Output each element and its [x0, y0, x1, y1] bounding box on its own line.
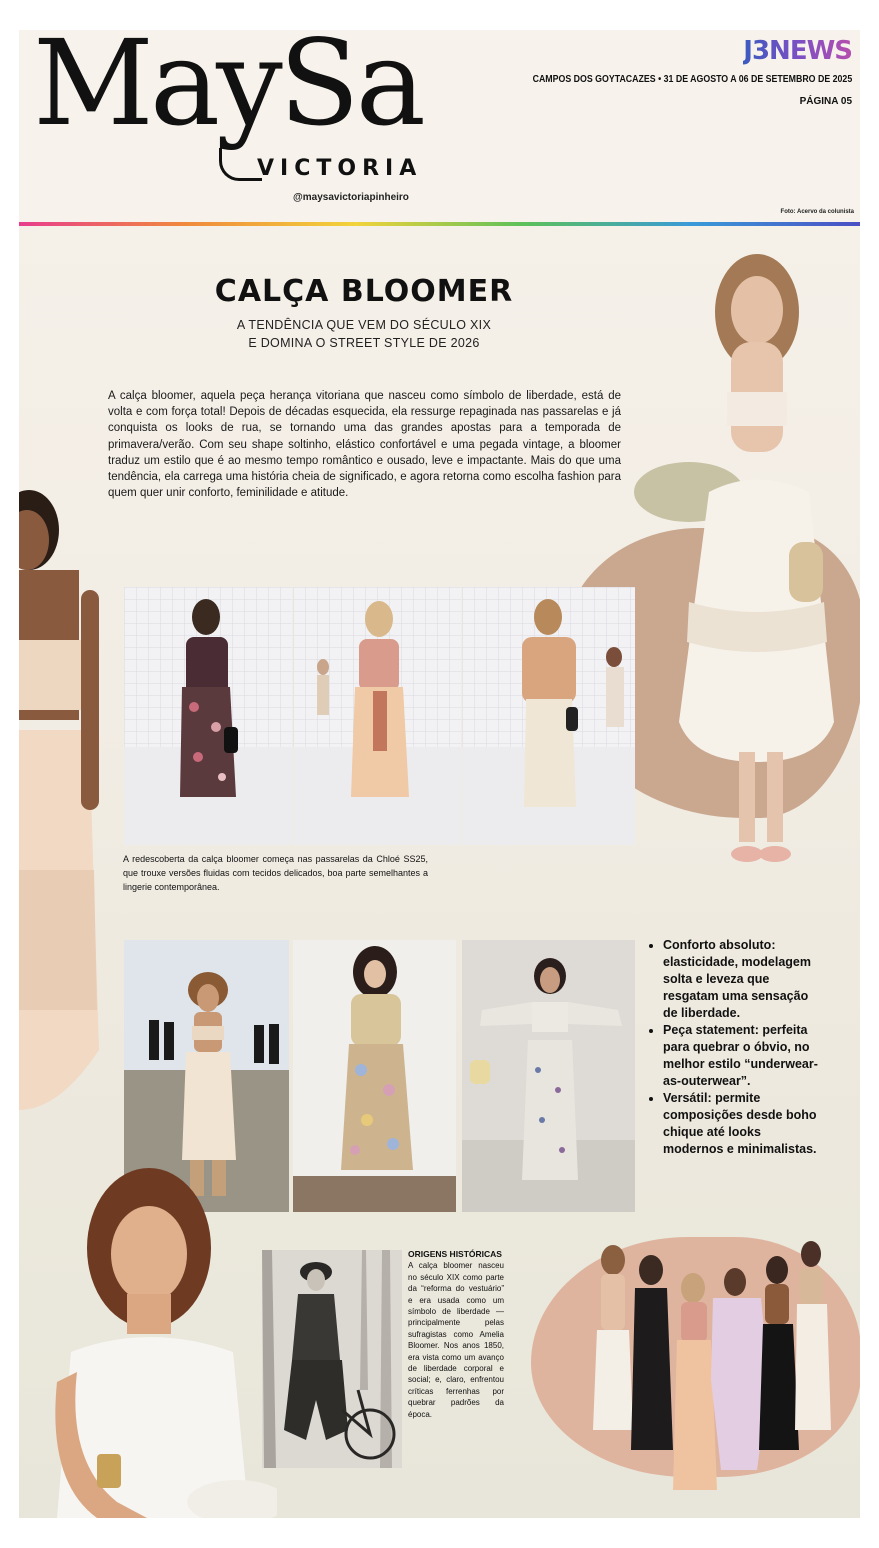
- photo-credit: Foto: Acervo da colunista: [780, 209, 854, 215]
- rainbow-divider: [19, 222, 860, 226]
- historical-photo: [262, 1250, 402, 1468]
- subtitle-line-2: E DOMINA O STREET STYLE DE 2026: [248, 336, 480, 350]
- runway-photo-2: [293, 587, 461, 845]
- runway-photo-1: [124, 587, 292, 845]
- subtitle-line-1: A TENDÊNCIA QUE VEM DO SÉCULO XIX: [236, 318, 492, 332]
- masthead: [19, 30, 860, 222]
- origins-heading: ORIGENS HISTÓRICAS: [408, 1249, 502, 1259]
- runway-photo-3: [462, 587, 635, 845]
- origins-section: [408, 1249, 504, 1420]
- article-subtitle: [204, 316, 524, 352]
- victoria-logo: VICTORIA: [257, 156, 423, 181]
- origins-text: A calça bloomer nasceu no século XIX como parte da “reforma do vestuário” e era usada como um símbolo de liberdade — principalmente pelas sufragistas como Amelia Bloomer. Nos anos 1850, era vista como um avanço de liberdade corporal e social; e, claro, enfrentou críticas ferrenhas por quebrar padrões da época.: [408, 1261, 504, 1419]
- dateline: CAMPOS DOS GOYTACAZES • 31 DE AGOSTO A 06 DE SETEMBRO DE 2025: [532, 74, 852, 85]
- article-title: CALÇA BLOOMER: [214, 274, 514, 309]
- street-photo-2: [293, 940, 456, 1212]
- model-photo-right: [669, 242, 844, 878]
- j3news-logo: J3NEWS: [743, 36, 852, 66]
- benefit-item: • Versátil: permite composições desde boho chique até looks modernos e minimalistas.: [663, 1090, 819, 1158]
- benefits-list: [647, 937, 819, 1158]
- models-group-photo: [579, 1230, 839, 1506]
- model-photo-left: [19, 490, 107, 1150]
- runway-caption: A redescoberta da calça bloomer começa nas passarelas da Chloé SS25, que trouxe versões fluidas com tecidos delicados, boa parte semelhantes a lingerie contemporânea.: [123, 854, 428, 892]
- intro-paragraph: A calça bloomer, aquela peça herança vitoriana que nasceu como símbolo de liberdade, está de volta e com força total! Depois de décadas esquecida, ela ressurge repaginada nas passarelas e já conquista os looks de rua, se tornando uma das grandes apostas para a temporada de primavera/verão. Com seu shape soltinho, elástico confortável e uma pegada vintage, a bloomer traduz um estilo que é ao mesmo tempo romântico e ousado, leve e impactante. Mais do que uma tendência, ela carrega uma história cheia de significado, e agora retorna como escolha fashion para quem quer unir conforto, feminilidade e atitude.: [108, 390, 621, 500]
- page-number: PÁGINA 05: [799, 96, 852, 107]
- newspaper-page: [19, 30, 860, 1518]
- benefit-item: • Conforto absoluto: elasticidade, modelagem solta e leveza que resgatam uma sensação de liberdade.: [663, 937, 819, 1022]
- logo-swash: [219, 148, 262, 181]
- instagram-handle: @maysavictoriapinheiro: [293, 192, 409, 203]
- street-photo-3: [462, 940, 635, 1212]
- maysa-logo: MaySa: [33, 30, 423, 152]
- benefit-item: • Peça statement: perfeita para quebrar o óbvio, no melhor estilo “underwear-as-outerwear”.: [663, 1022, 819, 1090]
- columnist-portrait: [37, 1162, 277, 1518]
